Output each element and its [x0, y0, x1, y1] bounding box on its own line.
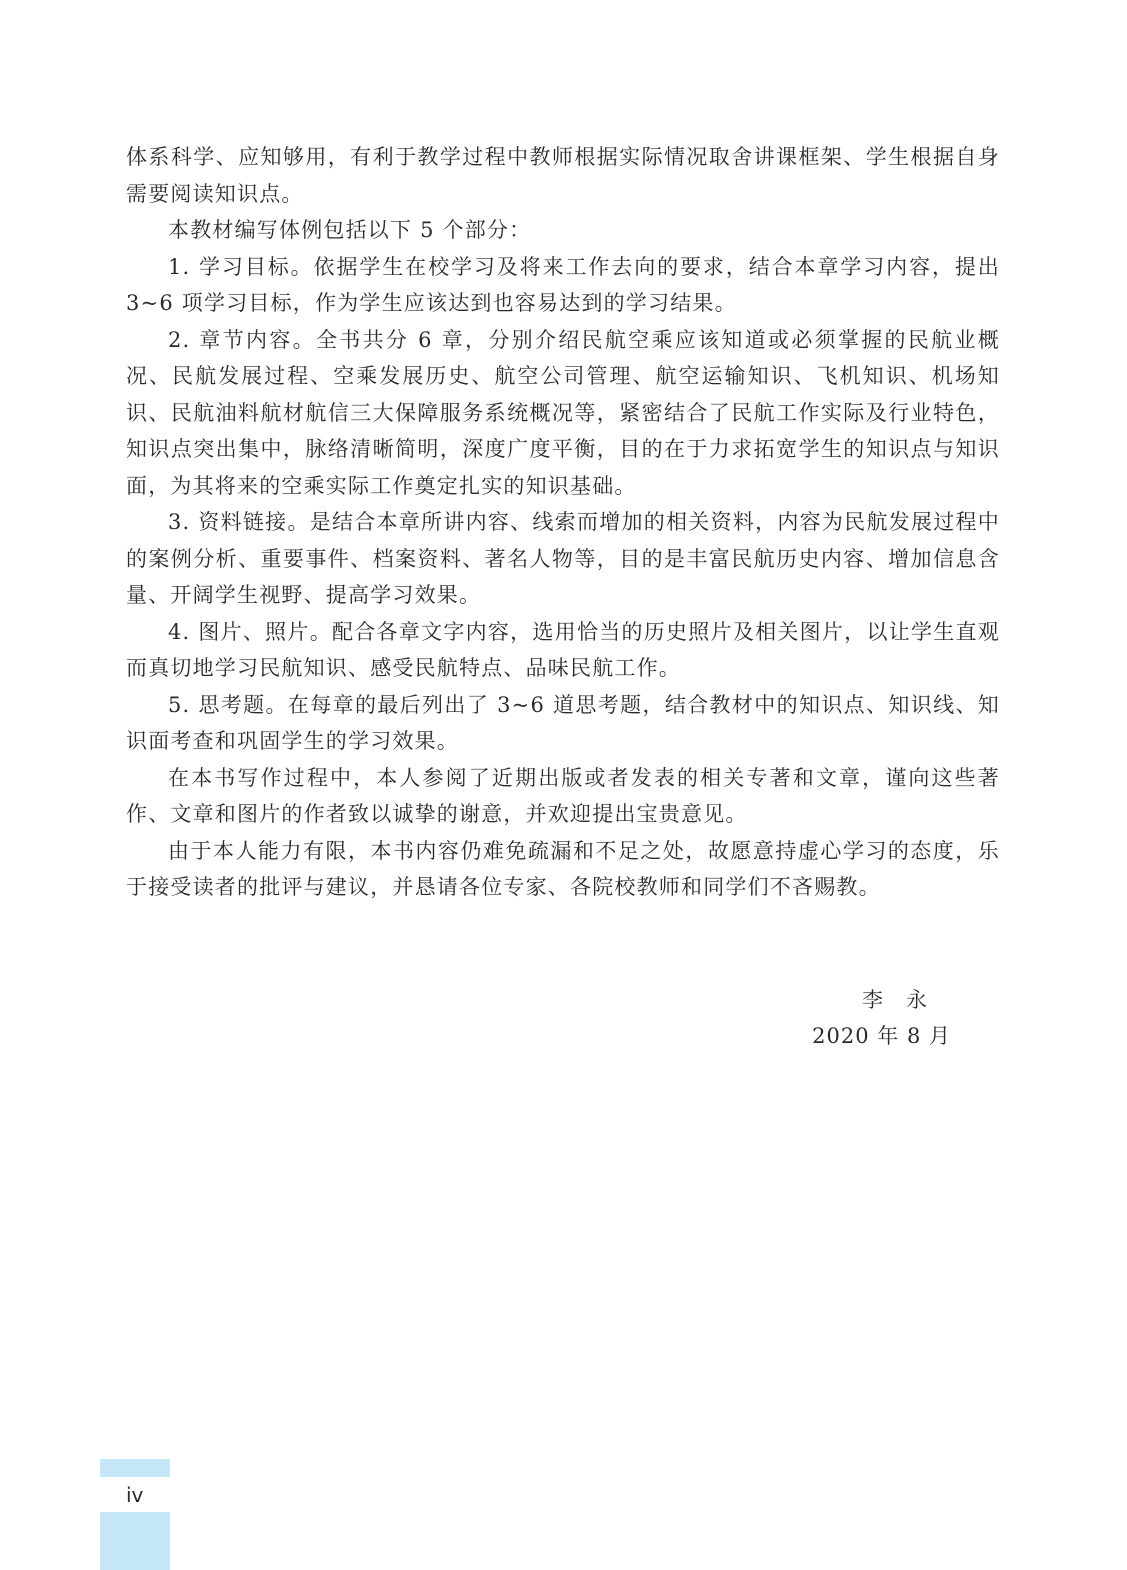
footer-accent-bar-bottom — [100, 1512, 170, 1570]
signature-date: 2020 年 8 月 — [812, 1024, 951, 1048]
paragraph-acknowledgement: 在本书写作过程中，本人参阅了近期出版或者发表的相关专著和文章，谨向这些著作、文章和图片的作者致以诚挚的谢意，并欢迎提出宝贵意见。 — [126, 765, 1000, 826]
preface-body — [126, 139, 1000, 906]
paragraph-resource-links: 3. 资料链接。是结合本章所讲内容、线索而增加的相关资料，内容为民航发展过程中的案例分析、重要事件、档案资料、著名人物等，目的是丰富民航历史内容、增加信息含量、开阔学生视野、提高学习效果。 — [126, 510, 1000, 607]
paragraph-questions: 5. 思考题。在每章的最后列出了 3~6 道思考题，结合教材中的知识点、知识线、知识面考查和巩固学生的学习效果。 — [126, 692, 1000, 753]
page-number: iv — [126, 1483, 144, 1507]
footer-accent-bar-top — [100, 1459, 170, 1477]
paragraph-structure-intro: 本教材编写体例包括以下 5 个部分： — [168, 218, 532, 242]
paragraph-pictures: 4. 图片、照片。配合各章文字内容，选用恰当的历史照片及相关图片，以让学生直观而真切地学习民航知识、感受民航特点、品味民航工作。 — [126, 619, 1000, 680]
paragraph-learning-goals: 1. 学习目标。依据学生在校学习及将来工作去向的要求，结合本章学习内容，提出 3~6 项学习目标，作为学生应该达到也容易达到的学习结果。 — [126, 254, 1000, 315]
paragraph-continuation: 体系科学、应知够用，有利于教学过程中教师根据实际情况取舍讲课框架、学生根据自身需要阅读知识点。 — [126, 145, 1000, 206]
author-name: 李 永 — [862, 988, 928, 1012]
paragraph-chapter-content: 2. 章节内容。全书共分 6 章，分别介绍民航空乘应该知道或必须掌握的民航业概况、民航发展过程、空乘发展历史、航空公司管理、航空运输知识、飞机知识、机场知识、民航油料航材航信三大保障服务系统概况等，紧密结合了民航工作实际及行业特色，知识点突出集中，脉络清晰简明，深度广度平衡，目的在于力求拓宽学生的知识点与知识面，为其将来的空乘实际工作奠定扎实的知识基础。 — [126, 327, 1000, 498]
paragraph-closing: 由于本人能力有限，本书内容仍难免疏漏和不足之处，故愿意持虚心学习的态度，乐于接受读者的批评与建议，并恳请各位专家、各院校教师和同学们不吝赐教。 — [126, 838, 1000, 899]
